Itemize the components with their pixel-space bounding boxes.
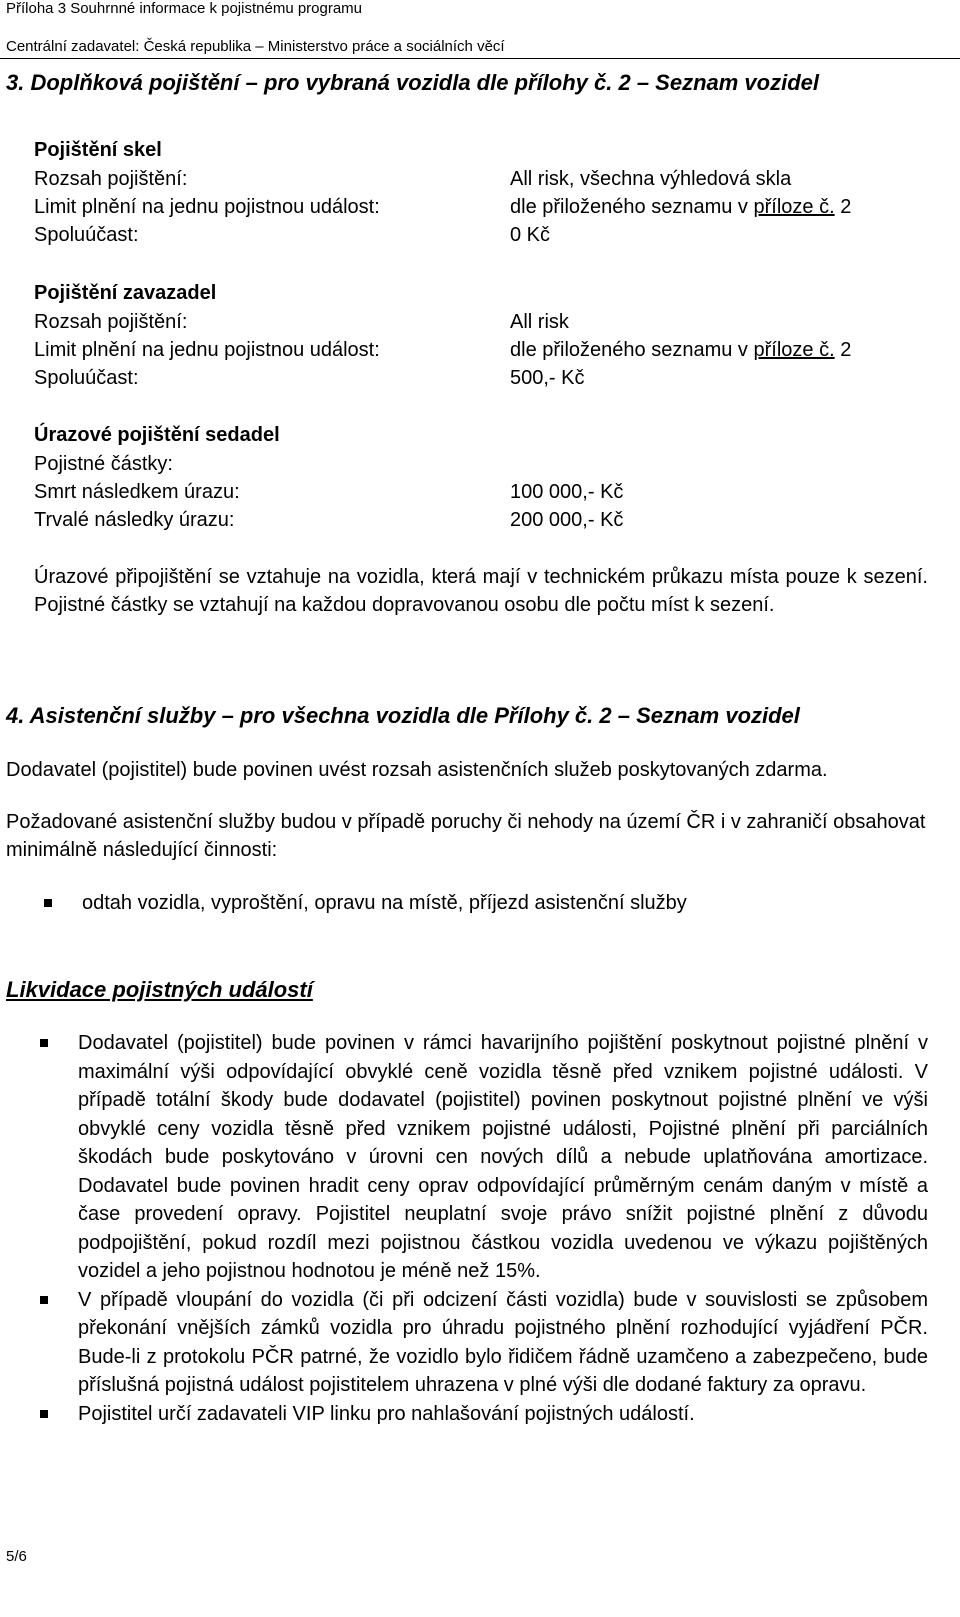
- glass-scope-row: [34, 165, 934, 193]
- value-suffix: 2: [834, 196, 852, 218]
- claims-heading: Likvidace pojistných událostí: [6, 977, 313, 1002]
- row-label: Spoluúčast:: [34, 224, 139, 246]
- luggage-scope-row: [34, 308, 934, 336]
- permanent-injury-row: [34, 506, 934, 534]
- row-value: 0 Kč: [510, 224, 551, 246]
- row-value: 100 000,- Kč: [510, 481, 624, 503]
- assistance-list: [44, 889, 932, 918]
- row-label: Spoluúčast:: [34, 367, 139, 389]
- luggage-limit-row: [34, 336, 934, 364]
- bullet-square-icon: [40, 1039, 48, 1047]
- header-divider: [0, 58, 960, 59]
- luggage-insurance-title: Pojištění zavazadel: [34, 282, 217, 304]
- luggage-insurance-block: [34, 278, 934, 392]
- list-item-text: odtah vozidla, vyproštění, opravu na místě, příjezd asistenční služby: [82, 892, 687, 914]
- row-value: 200 000,- Kč: [510, 509, 624, 531]
- glass-insurance-block: [34, 135, 934, 249]
- row-label: Limit plnění na jednu pojistnou událost:: [34, 196, 380, 218]
- luggage-deductible-row: [34, 364, 934, 392]
- section-3-heading: 3. Doplňková pojištění – pro vybraná vozidla dle přílohy č. 2 – Seznam vozidel: [6, 70, 820, 95]
- assistance-paragraph-1: Dodavatel (pojistitel) bude povinen uvést rozsah asistenčních služeb poskytovaných zdarma.: [6, 759, 828, 781]
- list-item-text: Dodavatel (pojistitel) bude povinen v rámci havarijního pojištění poskytnout pojistné plnění v maximální výši odpovídající obvyklé ceně vozidla těsně před vznikem pojistné události. V případě totální škody bude dodavatel (pojistitel) povinen poskytnout pojistné plnění ve výši obvyklé ceny vozidla těsně před vznikem pojistné události, Pojistné plnění při parciálních škodách bude poskytováno v úrovni cen nových dílů a nebude uplatňována amortizace. Dodavatel bude povinen hradit ceny oprav odpovídající průměrným cenám daným v místě a čase provedení opravy. Pojistitel neuplatní svoje právo snížit pojistné plnění z důvodu podpojištění, pokud rozdíl mezi pojistnou částkou vozidla uvedenou ve výkazu pojištěných vozidel a jeho pojistnou hodnotou je méně než 15%.: [78, 1032, 928, 1282]
- value-suffix: 2: [834, 339, 852, 361]
- assistance-paragraph-2: Požadované asistenční služby budou v případě poruchy či nehody na území ČR i v zahraničí obsahovat minimálně následující činnosti:: [6, 811, 926, 861]
- death-row: [34, 478, 934, 506]
- seat-accident-insurance-block: [34, 420, 934, 534]
- bullet-square-icon: [40, 1296, 48, 1304]
- glass-limit-row: [34, 193, 934, 221]
- glass-deductible-row: [34, 221, 934, 249]
- list-item: [40, 1286, 928, 1400]
- list-item: [40, 1400, 928, 1429]
- page-number: 5/6: [6, 1548, 27, 1565]
- row-label: Rozsah pojištění:: [34, 168, 188, 190]
- row-value: [510, 193, 851, 221]
- row-label: Limit plnění na jednu pojistnou událost:: [34, 339, 380, 361]
- glass-insurance-title: Pojištění skel: [34, 139, 162, 161]
- seat-insurance-note: Úrazové připojištění se vztahuje na vozidla, která mají v technickém průkazu místa pouze k sezení. Pojistné částky se vztahují na každou dopravovanou osobu dle počtu míst k sezení.: [34, 566, 928, 616]
- row-label: Trvalé následky úrazu:: [34, 509, 235, 531]
- row-value: All risk, všechna výhledová skla: [510, 168, 792, 190]
- row-value: [510, 336, 851, 364]
- value-prefix: dle přiloženého seznamu v: [510, 196, 754, 218]
- header-title: Příloha 3 Souhrnné informace k pojistnému programu: [6, 0, 363, 17]
- list-item: [44, 889, 932, 918]
- bullet-square-icon: [44, 899, 52, 907]
- bullet-square-icon: [40, 1410, 48, 1418]
- value-prefix: dle přiloženého seznamu v: [510, 339, 754, 361]
- list-item: [40, 1029, 928, 1286]
- row-value: 500,- Kč: [510, 367, 585, 389]
- attachment-link[interactable]: příloze č.: [753, 339, 835, 361]
- row-label: Rozsah pojištění:: [34, 311, 188, 333]
- row-label: Smrt následkem úrazu:: [34, 481, 240, 503]
- claims-list: [40, 1029, 928, 1428]
- list-item-text: V případě vloupání do vozidla (či při odcizení části vozidla) bude v souvislosti se způsobem překonání vnějších zámků vozidla pro úhradu pojistného plnění rozhodující vyjádření PČR. Bude-li z protokolu PČR patrné, že vozidlo bylo řidičem řádně uzamčeno a zabezpečeno, bude příslušná pojistná událost pojistitelem uhrazena v plné výši dle dodané faktury za opravu.: [78, 1288, 928, 1396]
- list-item-text: Pojistitel určí zadavateli VIP linku pro nahlašování pojistných událostí.: [78, 1402, 695, 1425]
- header-contracting-authority: Centrální zadavatel: Česká republika – Ministerstvo práce a sociálních věcí: [6, 38, 505, 55]
- row-value: All risk: [510, 311, 569, 333]
- section-4-heading: 4. Asistenční služby – pro všechna vozidla dle Přílohy č. 2 – Seznam vozidel: [6, 703, 800, 728]
- seat-insurance-title: Úrazové pojištění sedadel: [34, 424, 280, 446]
- row-label: Pojistné částky:: [34, 453, 173, 475]
- sum-insured-label: [34, 450, 934, 478]
- attachment-link[interactable]: příloze č.: [753, 196, 835, 218]
